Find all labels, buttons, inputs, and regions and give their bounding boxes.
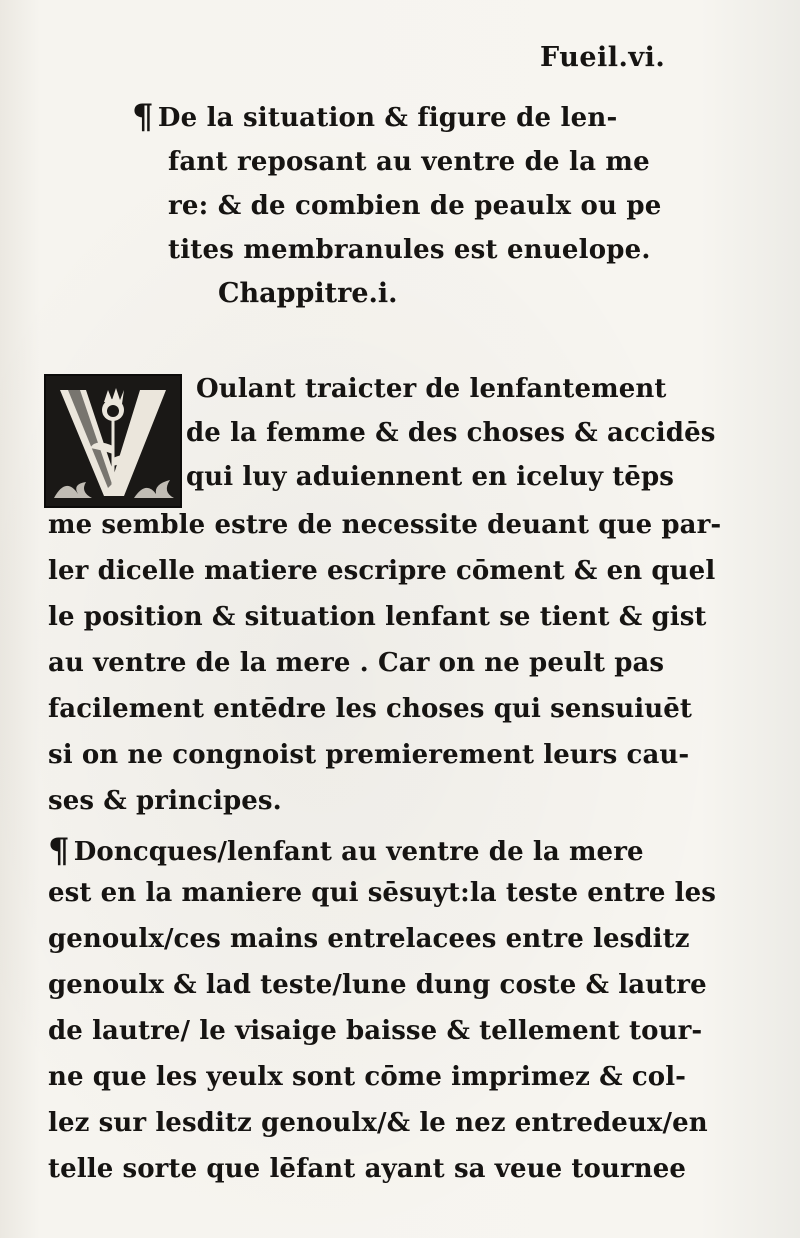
chapter-heading [132, 96, 662, 272]
text-line: est en la maniere qui sēsuyt:la teste entre les [48, 878, 717, 908]
text-line: Oulant traicter de lenfantement [196, 374, 667, 404]
pilcrow-icon: ¶ [132, 97, 154, 137]
text-line: lez sur lesditz genoulx/& le nez entredeux/en [48, 1108, 708, 1138]
text-line: ses & principes. [48, 786, 282, 816]
text-line: qui luy aduiennent en iceluy tēps [186, 462, 674, 492]
heading-line: fant reposant au ventre de la me [168, 147, 650, 177]
text-line: de lautre/ le visaige baisse & tellement tour- [48, 1016, 703, 1046]
chapter-label: Chappitre.i. [218, 278, 398, 309]
text-line: le position & situation lenfant se tient & gist [48, 602, 707, 632]
text-line: de la femme & des choses & accidēs [186, 418, 716, 448]
text-line: facilement entēdre les choses qui sensuiuēt [48, 694, 692, 724]
text-line: ler dicelle matiere escripre cōment & en quel [48, 556, 716, 586]
text-line: genoulx/ces mains entrelacees entre lesditz [48, 924, 690, 954]
heading-line: re: & de combien de peaulx ou pe [168, 191, 662, 221]
text-line: genoulx & lad teste/lune dung coste & lautre [48, 970, 707, 1000]
text-line: ne que les yeulx sont cōme imprimez & col- [48, 1062, 687, 1092]
text-line: telle sorte que lēfant ayant sa veue tournee [48, 1154, 687, 1184]
pilcrow-icon: ¶ [48, 831, 70, 871]
folio-number: Fueil.vi. [540, 42, 666, 73]
text-line: ¶ Doncques/lenfant au ventre de la mere [48, 831, 644, 871]
heading-line: tites membranules est enuelope. [168, 235, 651, 265]
text-line: si on ne congnoist premierement leurs cau- [48, 740, 690, 770]
heading-line: ¶ De la situation & figure de len- [132, 97, 618, 137]
woodcut-initial-icon [44, 374, 182, 508]
text-line: me semble estre de necessite deuant que par- [48, 510, 722, 540]
text-line: au ventre de la mere . Car on ne peult pas [48, 648, 665, 678]
